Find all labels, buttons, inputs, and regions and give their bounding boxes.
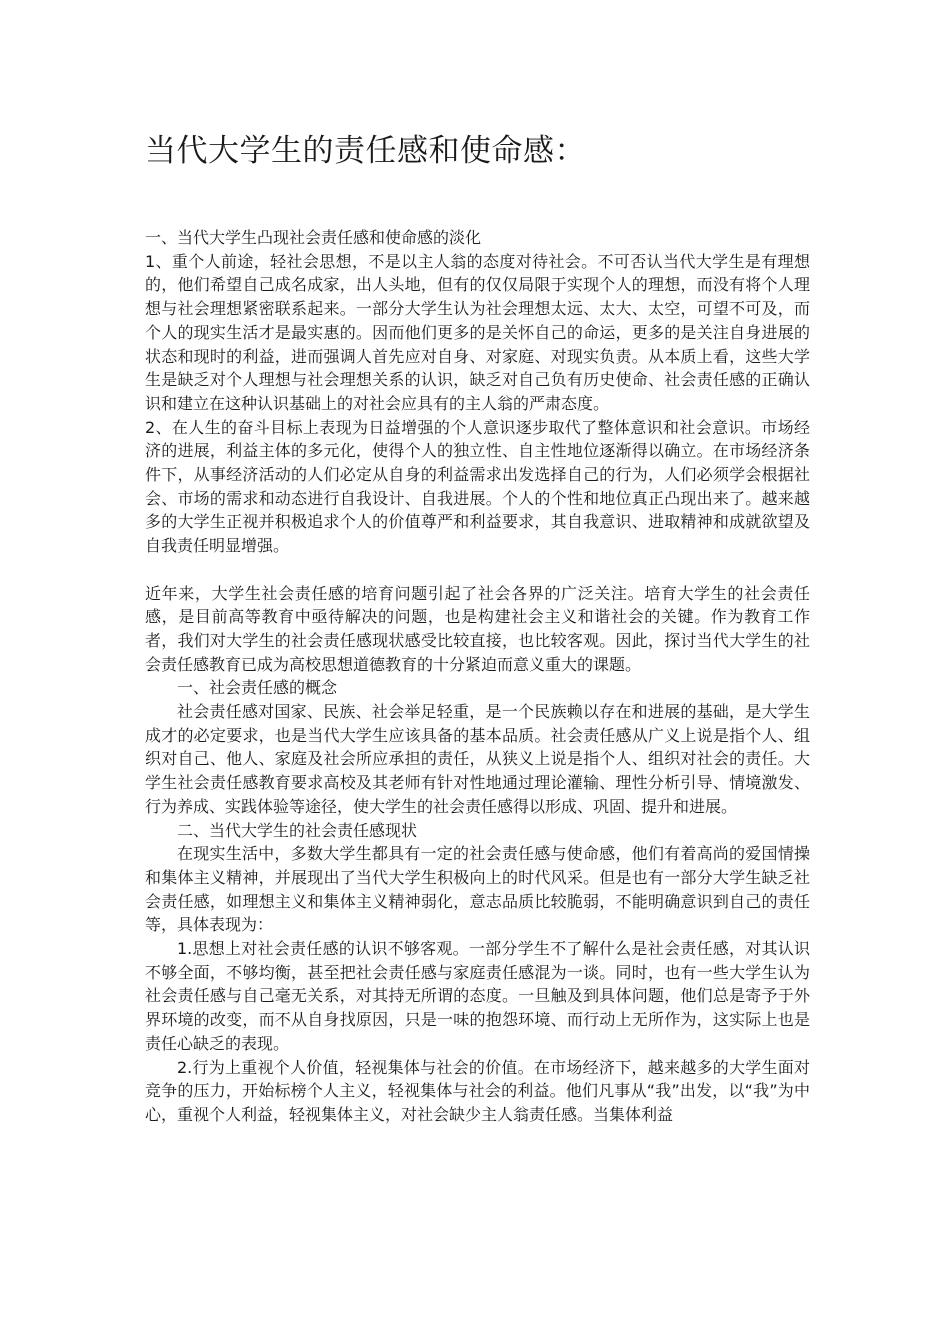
body-paragraph: 1、重个人前途，轻社会思想，不是以主人翁的态度对待社会。不可否认当代大学生是有理想的，他们希望自己成名成家，出人头地，但有的仅仅局限于实现个人的理想，而没有将个人理想与社会理想紧密联系起来。一部分大学生认为社会理想太远、太大、太空，可望不可及，而个人的现实生活才是最实惠的。因而他们更多的是关怀自己的命运，更多的是关注自身进展的状态和现时的利益，进而强调人首先应对自身、对家庭、对现实负责。从本质上看，这些大学生是缺乏对个人理想与社会理想关系的认识，缺乏对自己负有历史使命、社会责任感的正确认识和建立在这种认识基础上的对社会应具有的主人翁的严肃态度。 [145,251,810,413]
section-heading: 二、当代大学生的社会责任感现状 [177,820,418,840]
list-item: 1.思想上对社会责任感的认识不够客观。一部分学生不了解什么是社会责任感，对其认识不够全面，不够均衡，甚至把社会责任感与家庭责任感混为一谈。同时，也有一些大学生认为社会责任感与自己毫无关系，对其持无所谓的态度。一旦触及到具体问题，他们总是寄予于外界环境的改变，而不从自身找原因，只是一味的抱怨环境、而行动上无所作为，这实际上也是责任心缺乏的表现。 [145,939,810,1053]
list-item: 2.行为上重视个人价值，轻视集体与社会的价值。在市场经济下，越来越多的大学生面对竞争的压力，开始标榜个人主义，轻视集体与社会的利益。他们凡事从“我”出发，以“我”为中心，重视个人利益，轻视集体主义，对社会缺少主人翁责任感。当集体利益 [145,1057,810,1124]
body-paragraph: 近年来，大学生社会责任感的培育问题引起了社会各界的广泛关注。培育大学生的社会责任感，是目前高等教育中亟待解决的问题，也是构建社会主义和谐社会的关键。作为教育工作者，我们对大学生的社会责任感现状感受比较直接，也比较客观。因此，探讨当代大学生的社会责任感教育已成为高校思想道德教育的十分紧迫而意义重大的课题。 [145,583,810,674]
body-paragraph: 社会责任感对国家、民族、社会举足轻重，是一个民族赖以存在和进展的基础，是大学生成才的必定要求，也是当代大学生应该具备的基本品质。社会责任感从广义上说是指个人、组织对自己、他人、家庭及社会所应承担的责任，从狭义上说是指个人、组织对社会的责任。大学生社会责任感教育要求高校及其老师有针对性地通过理论灌输、理性分析引导、情境激发、行为养成、实践体验等途径，使大学生的社会责任感得以形成、巩固、提升和进展。 [145,702,810,816]
document-title: 当代大学生的责任感和使命感： [145,133,586,169]
section-heading: 一、当代大学生凸现社会责任感和使命感的淡化 [145,228,482,247]
document-body [145,226,810,1127]
body-paragraph: 在现实生活中，多数大学生都具有一定的社会责任感与使命感，他们有着高尚的爱国情操和集体主义精神，并展现出了当代大学生积极向上的时代风采。但是也有一部分大学生缺乏社会责任感，如理想主义和集体主义精神弱化，意志品质比较脆弱，不能明确意识到自己的责任等，具体表现为： [145,844,810,935]
paragraph-gap [145,558,810,582]
section-heading: 一、社会责任感的概念 [177,678,338,698]
body-paragraph: 2、在人生的奋斗目标上表现为日益增强的个人意识逐步取代了整体意识和社会意识。市场经济的进展，利益主体的多元化，使得个人的独立性、自主性地位逐渐得以确立。在市场经济条件下，从事经济活动的人们必定从自身的利益需求出发选择自己的行为，人们必须学会根据社会、市场的需求和动态进行自我设计、自我进展。个人的个性和地位真正凸现出来了。越来越多的大学生正视并积极追求个人的价值尊严和利益要求，其自我意识、进取精神和成就欲望及自我责任明显增强。 [145,417,810,556]
